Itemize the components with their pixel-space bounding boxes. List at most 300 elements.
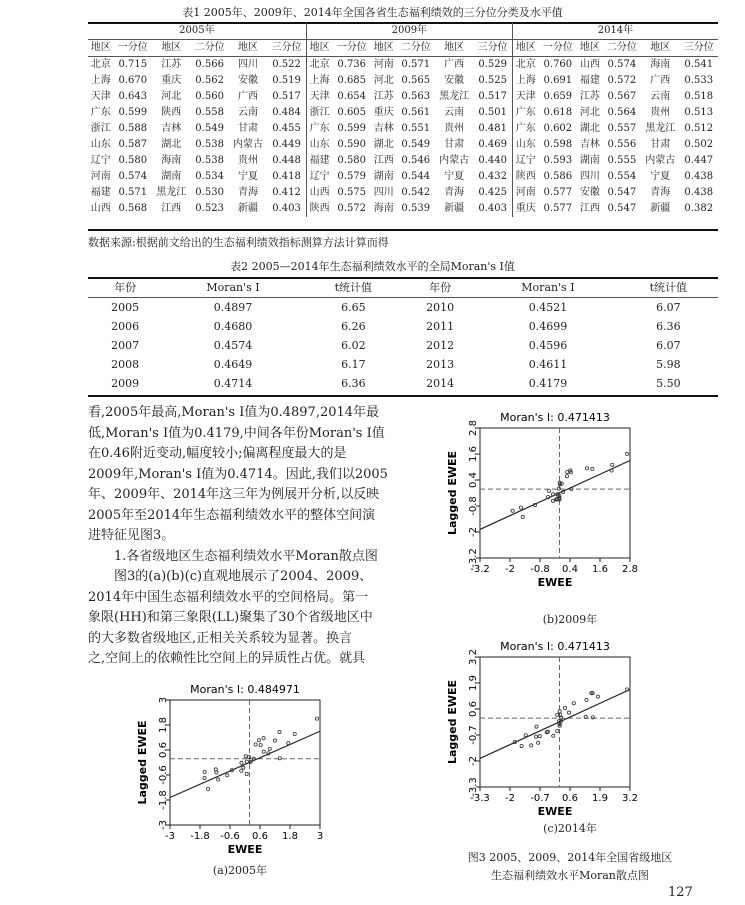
table-cell: 吉林 xyxy=(579,139,600,150)
table-cell: 贵州 xyxy=(444,123,465,134)
table-cell: 0.580 xyxy=(118,155,148,166)
table-cell: 0.715 xyxy=(118,59,148,70)
table1-source: 数据来源:根据前文给出的生态福利绩效指标测算方法计算而得 xyxy=(88,236,389,249)
table-cell: 0.574 xyxy=(118,171,148,182)
text-line: 在0.46附近变动,幅度较小;偏离程度最大的是 xyxy=(88,446,347,461)
table-row xyxy=(88,89,718,105)
y-tick-label: 0.6 xyxy=(158,742,169,758)
scatter-point xyxy=(245,772,248,775)
scatter-point xyxy=(257,739,260,742)
table-cell: 上海 xyxy=(512,73,538,89)
y-tick-label: 1.6 xyxy=(468,446,479,462)
y-tick-label: 0.6 xyxy=(468,701,479,717)
year-2009: 2009年 xyxy=(306,23,512,40)
table-cell: 0.412 xyxy=(272,187,301,198)
table-cell: 湖南 xyxy=(579,155,600,166)
scatter-point xyxy=(538,735,541,738)
moran-scatter-2014 xyxy=(440,632,650,832)
moran-scatter-2005 xyxy=(120,680,335,860)
table-cell: 贵州 xyxy=(238,155,259,166)
text-line: 图3的(a)(b)(c)直观地展示了2004、2009、 xyxy=(114,569,373,584)
table-cell: 0.541 xyxy=(684,59,714,70)
table-cell: 0.670 xyxy=(118,75,148,86)
plot-frame xyxy=(480,428,630,558)
table-cell: 0.517 xyxy=(272,91,301,102)
table-cell: 0.4699 xyxy=(528,320,568,333)
table-cell: 0.572 xyxy=(337,203,367,214)
table-cell: 陕西 xyxy=(306,201,332,217)
table-cell: 0.579 xyxy=(337,171,367,182)
table-cell: 新疆 xyxy=(444,203,465,214)
table-cell: 0.588 xyxy=(118,123,148,134)
y-tick-label: -2 xyxy=(468,756,479,766)
x-tick-label: 0.6 xyxy=(562,793,578,804)
table-cell: 2006 xyxy=(111,320,140,333)
table-cell: 0.577 xyxy=(543,203,573,214)
table-cell: 0.554 xyxy=(607,171,637,182)
table1-caption: 表1 2005年、2009年、2014年全国各省生态福利绩效的三分位分类及水平值 xyxy=(182,6,563,19)
y-tick-label: 3 xyxy=(158,696,169,704)
plot-frame xyxy=(170,700,320,825)
table-cell: 0.513 xyxy=(684,107,714,118)
table-cell: 0.691 xyxy=(543,75,573,86)
table-cell: 安徽 xyxy=(238,75,259,86)
figure-caption-c: (c)2014年 xyxy=(543,822,597,835)
scatter-point xyxy=(563,706,566,709)
table-cell: 2009 xyxy=(111,377,140,390)
plot-frame xyxy=(480,657,630,787)
table1-col-header: 二分位 xyxy=(606,42,637,53)
scatter-point xyxy=(203,776,206,779)
table-cell: 0.501 xyxy=(478,107,507,118)
table-row xyxy=(88,201,718,217)
table-cell: 黑龙江 xyxy=(645,123,676,134)
table-cell: 吉林 xyxy=(161,123,182,134)
table-cell: 0.432 xyxy=(478,171,507,182)
table-cell: 山西 xyxy=(579,59,600,70)
table-cell: 0.517 xyxy=(478,91,507,102)
table-cell: 0.519 xyxy=(272,75,301,86)
text-line: 的大多数省级地区,正相关关系较为显著。换言 xyxy=(88,630,353,646)
table-cell: 江西 xyxy=(579,203,600,214)
y-axis-label: Lagged EWEE xyxy=(136,720,149,805)
moran-scatter-2009 xyxy=(440,408,650,608)
table-cell: 0.760 xyxy=(543,59,573,70)
table-cell: 0.659 xyxy=(543,91,573,102)
table-cell: 0.4521 xyxy=(528,301,568,314)
table2-caption: 表2 2005—2014年生态福利绩效水平的全局Moran's I值 xyxy=(230,260,515,273)
table-cell: 福建 xyxy=(306,153,332,169)
table-cell: 2013 xyxy=(426,358,455,371)
table-cell: 上海 xyxy=(306,73,332,89)
page-number: 127 xyxy=(668,885,693,900)
scatter-point xyxy=(278,757,281,760)
scatter-point xyxy=(520,744,523,747)
scatter-point xyxy=(585,467,588,470)
table-cell: 6.07 xyxy=(656,301,681,314)
table-cell: 山西 xyxy=(306,185,332,201)
table-cell: 0.525 xyxy=(478,75,507,86)
y-axis-label: Lagged EWEE xyxy=(446,450,459,536)
table-cell: 湖南 xyxy=(373,171,394,182)
table-cell: 江苏 xyxy=(373,91,394,102)
y-tick-label: -3.3 xyxy=(468,777,479,797)
table-cell: 0.481 xyxy=(478,123,507,134)
x-tick-label: -3.2 xyxy=(470,564,490,575)
scatter-point xyxy=(268,747,271,750)
table-cell: 0.563 xyxy=(401,91,431,102)
scatter-point xyxy=(293,732,296,735)
table-cell: 0.605 xyxy=(337,107,367,118)
x-tick-label: 3.2 xyxy=(622,793,638,804)
table-row xyxy=(88,336,718,355)
table-cell: 甘肃 xyxy=(238,123,259,134)
table2-col-header: Moran's I xyxy=(206,281,260,294)
table-cell: 陕西 xyxy=(512,169,538,185)
plot-title: Moran's I: 0.471413 xyxy=(500,640,610,653)
table-cell: 0.533 xyxy=(684,75,714,86)
table-cell: 黑龙江 xyxy=(156,187,187,198)
y-tick-label: -3.2 xyxy=(468,548,479,568)
regression-line xyxy=(480,461,630,530)
figure3-caption-line1: 图3 2005、2009、2014年全国省级地区 xyxy=(467,851,673,864)
table-cell: 0.568 xyxy=(118,203,148,214)
table-cell: 辽宁 xyxy=(306,169,332,185)
scatter-point xyxy=(572,702,575,705)
table-cell: 2010 xyxy=(426,301,455,314)
table-cell: 6.07 xyxy=(656,339,681,352)
scatter-point xyxy=(556,729,559,732)
table-cell: 内蒙古 xyxy=(439,155,470,166)
scatter-point xyxy=(596,695,599,698)
table-cell: 广东 xyxy=(90,107,111,118)
table-cell: 广西 xyxy=(444,59,465,70)
y-tick-label: -0.8 xyxy=(468,496,479,516)
table-cell: 山东 xyxy=(512,137,538,153)
table1-col-header: 地区 xyxy=(579,42,600,53)
y-tick-label: 3.2 xyxy=(468,649,479,665)
table1-col-header: 二分位 xyxy=(194,42,225,53)
table2-col-header: Moran's I xyxy=(521,281,575,294)
scatter-point xyxy=(262,737,265,740)
table-row xyxy=(88,121,718,137)
text-line: 看,2005年最高,Moran's I值为0.4897,2014年最 xyxy=(88,405,380,420)
table-cell: 河北 xyxy=(373,75,394,86)
table1-col-header: 地区 xyxy=(373,42,394,53)
text-line: 2009年,Moran's I值为0.4714。因此,我们以2005 xyxy=(88,466,388,482)
scatter-point xyxy=(552,734,555,737)
regression-line xyxy=(170,731,320,797)
table-cell: 0.447 xyxy=(684,155,714,166)
plot-title: Moran's I: 0.484971 xyxy=(190,683,300,696)
table-cell: 0.518 xyxy=(684,91,714,102)
table-cell: 辽宁 xyxy=(512,153,538,169)
scatter-point xyxy=(511,509,514,512)
scatter-point xyxy=(611,463,614,466)
table1-col-header: 地区 xyxy=(444,42,465,53)
table-cell: 湖北 xyxy=(373,139,394,150)
table-cell: 贵州 xyxy=(650,107,671,118)
x-tick-label: -3.3 xyxy=(470,793,490,804)
table-cell: 0.438 xyxy=(684,171,714,182)
table-cell: 6.36 xyxy=(341,377,366,390)
scatter-point xyxy=(534,735,537,738)
x-tick-label: -0.8 xyxy=(530,564,550,575)
table-cell: 0.4897 xyxy=(213,301,253,314)
scatter-point xyxy=(242,766,245,769)
table-cell: 0.590 xyxy=(337,139,367,150)
table-cell: 广东 xyxy=(512,105,538,121)
table-cell: 宁夏 xyxy=(238,171,259,182)
table-cell: 山西 xyxy=(90,203,111,214)
y-tick-label: -1.8 xyxy=(158,790,169,810)
table-row xyxy=(88,374,718,393)
y-tick-label: -0.7 xyxy=(468,725,479,745)
table-cell: 宁夏 xyxy=(444,171,465,182)
table-cell: 0.440 xyxy=(478,155,507,166)
table1-col-header: 地区 xyxy=(306,40,332,57)
y-axis-label: Lagged EWEE xyxy=(446,679,459,765)
table2-header-row xyxy=(88,278,718,298)
scatter-point xyxy=(566,471,569,474)
table-row xyxy=(88,57,718,74)
table1-col-header: 地区 xyxy=(161,42,182,53)
table1-col-header: 地区 xyxy=(512,40,538,57)
table-cell: 0.555 xyxy=(607,155,637,166)
table-cell: 黑龙江 xyxy=(439,91,470,102)
table-cell: 湖北 xyxy=(579,123,600,134)
table-cell: 0.502 xyxy=(684,139,714,150)
table-cell: 0.586 xyxy=(543,171,573,182)
table-cell: 重庆 xyxy=(161,75,182,86)
table-cell: 山东 xyxy=(306,137,332,153)
text-line: 进特征见图3。 xyxy=(88,528,175,543)
scatter-point xyxy=(315,717,318,720)
table-cell: 0.571 xyxy=(401,59,431,70)
table-cell: 0.544 xyxy=(401,171,431,182)
x-tick-label: 3 xyxy=(316,831,324,842)
x-tick-label: 0.4 xyxy=(562,564,578,575)
table-cell: 江苏 xyxy=(579,91,600,102)
scatter-point xyxy=(254,743,257,746)
table-cell: 新疆 xyxy=(650,203,671,214)
scatter-point xyxy=(278,730,281,733)
scatter-point xyxy=(245,760,248,763)
x-tick-label: 1.6 xyxy=(592,564,608,575)
table-cell: 0.534 xyxy=(195,171,224,182)
y-tick-label: 2.8 xyxy=(468,420,479,436)
table-cell: 0.382 xyxy=(684,203,714,214)
table1-col-header: 二分位 xyxy=(400,42,431,53)
table-cell: 0.618 xyxy=(543,107,573,118)
scatter-point xyxy=(240,769,243,772)
table-cell: 0.577 xyxy=(543,187,573,198)
table-cell: 0.425 xyxy=(478,187,507,198)
table-cell: 青海 xyxy=(650,187,671,198)
table-cell: 广西 xyxy=(650,75,671,86)
table-cell: 0.547 xyxy=(607,203,637,214)
table-cell: 6.36 xyxy=(656,320,681,333)
x-tick-label: -0.6 xyxy=(220,831,240,842)
y-tick-label: 0.4 xyxy=(468,472,479,488)
table-cell: 0.455 xyxy=(272,123,301,134)
table-row xyxy=(88,73,718,89)
table-cell: 0.567 xyxy=(607,91,637,102)
table-cell: 0.438 xyxy=(684,187,714,198)
year-2014: 2014年 xyxy=(512,23,718,40)
table-cell: 0.736 xyxy=(337,59,367,70)
table-cell: 0.571 xyxy=(118,187,148,198)
table2-col-header: t统计值 xyxy=(334,281,373,294)
table-cell: 0.643 xyxy=(118,91,148,102)
table-cell: 2005 xyxy=(111,301,140,314)
table-cell: 广东 xyxy=(512,121,538,137)
table-cell: 河南 xyxy=(90,171,111,182)
table-cell: 6.65 xyxy=(341,301,366,314)
table-cell: 0.575 xyxy=(337,187,367,198)
table-cell: 0.530 xyxy=(195,187,224,198)
section-heading: 1.各省级地区生态福利绩效水平Moran散点图 xyxy=(114,548,378,564)
table-cell: 0.546 xyxy=(401,155,431,166)
table-cell: 0.4611 xyxy=(528,358,568,371)
table-cell: 0.403 xyxy=(272,203,301,214)
table-cell: 安徽 xyxy=(444,75,465,86)
table1-col-header: 地区 xyxy=(90,42,111,53)
table-cell: 0.556 xyxy=(607,139,637,150)
x-tick-label: -1.8 xyxy=(190,831,210,842)
table-cell: 0.4596 xyxy=(528,339,568,352)
scatter-point xyxy=(547,489,550,492)
table-cell: 云南 xyxy=(238,107,259,118)
scatter-point xyxy=(530,744,533,747)
table-cell: 0.542 xyxy=(401,187,431,198)
table-cell: 重庆 xyxy=(512,201,538,217)
table-cell: 内蒙古 xyxy=(233,139,264,150)
scatter-point xyxy=(244,755,247,758)
table-cell: 0.572 xyxy=(607,75,637,86)
table2-col-header: 年份 xyxy=(429,281,452,294)
scatter-point xyxy=(524,734,527,737)
figure3-caption-line2: 生态福利绩效水平Moran散点图 xyxy=(491,869,649,882)
table-row xyxy=(88,105,718,121)
table-cell: 0.549 xyxy=(401,139,431,150)
table-cell: 0.539 xyxy=(401,203,431,214)
x-axis-label: EWEE xyxy=(537,805,573,818)
table1-col-header: 地区 xyxy=(238,42,259,53)
x-tick-label: -2 xyxy=(505,793,515,804)
y-tick-label: -2 xyxy=(468,527,479,537)
table-cell: 甘肃 xyxy=(444,139,465,150)
table2-col-header: 年份 xyxy=(114,281,137,294)
table-cell: 0.599 xyxy=(118,107,148,118)
table-cell: 0.4649 xyxy=(213,358,253,371)
body-paragraph-1 xyxy=(88,403,388,670)
scatter-point xyxy=(287,742,290,745)
table-row xyxy=(88,169,718,185)
y-tick-label: 1.8 xyxy=(158,717,169,733)
text-line: 年、2009年、2014年这三年为例展开分析,以反映 xyxy=(88,487,380,502)
table1-col-header: 一分位 xyxy=(117,42,148,53)
table-cell: 上海 xyxy=(90,75,111,86)
table1-col-header: 地区 xyxy=(650,42,671,53)
scatter-point xyxy=(203,770,206,773)
table-cell: 0.551 xyxy=(401,123,431,134)
table-cell: 云南 xyxy=(650,91,671,102)
scatter-point xyxy=(585,698,588,701)
x-tick-label: 0.6 xyxy=(252,831,268,842)
table-cell: 2012 xyxy=(426,339,455,352)
table-cell: 河北 xyxy=(579,107,600,118)
scatter-point xyxy=(625,452,628,455)
scatter-point xyxy=(240,761,243,764)
table2-col-header: t统计值 xyxy=(649,281,688,294)
table-cell: 0.538 xyxy=(195,155,224,166)
table-cell: 0.557 xyxy=(607,123,637,134)
scatter-point xyxy=(565,475,568,478)
regression-line xyxy=(480,690,630,759)
table-cell: 北京 xyxy=(306,57,332,74)
table1-col-header: 一分位 xyxy=(542,42,573,53)
table-cell: 内蒙古 xyxy=(645,155,676,166)
table-cell: 北京 xyxy=(512,57,538,74)
plot-title: Moran's I: 0.471413 xyxy=(500,411,610,424)
table-row xyxy=(88,153,718,169)
scatter-point xyxy=(551,499,554,502)
table-cell: 辽宁 xyxy=(90,155,111,166)
scatter-point xyxy=(259,744,262,747)
x-axis-label: EWEE xyxy=(537,576,573,589)
scatter-point xyxy=(273,739,276,742)
table-row xyxy=(88,317,718,336)
table-cell: 0.599 xyxy=(337,123,367,134)
table-cell: 江西 xyxy=(373,155,394,166)
table-row xyxy=(88,185,718,201)
table1-year-row xyxy=(88,23,718,40)
table-cell: 宁夏 xyxy=(650,171,671,182)
x-tick-label: 1.8 xyxy=(282,831,298,842)
table-cell: 河北 xyxy=(161,91,182,102)
y-tick-label: -3 xyxy=(158,820,169,830)
figure-caption-b: (b)2009年 xyxy=(542,613,598,626)
scatter-point xyxy=(226,774,229,777)
table-cell: 广西 xyxy=(238,91,259,102)
table-cell: 天津 xyxy=(90,91,111,102)
table-cell: 0.561 xyxy=(401,107,431,118)
table-cell: 北京 xyxy=(90,59,111,70)
text-line: 低,Moran's I值为0.4179,中间各年份Moran's I值 xyxy=(88,425,385,441)
x-axis-label: EWEE xyxy=(227,843,263,856)
y-tick-label: 1.9 xyxy=(468,675,479,691)
table1-col-header: 三分位 xyxy=(683,42,714,53)
table-cell: 0.529 xyxy=(478,59,507,70)
table-cell: 6.26 xyxy=(341,320,366,333)
table-cell: 0.587 xyxy=(118,139,148,150)
year-2005: 2005年 xyxy=(88,23,306,40)
scatter-point xyxy=(519,506,522,509)
table-cell: 0.598 xyxy=(543,139,573,150)
table-cell: 陕西 xyxy=(161,107,182,118)
scatter-point xyxy=(567,711,570,714)
table-cell: 0.549 xyxy=(195,123,224,134)
table-cell: 新疆 xyxy=(238,203,259,214)
table-cell: 四川 xyxy=(579,171,600,182)
table-cell: 0.418 xyxy=(272,171,301,182)
table-cell: 0.512 xyxy=(684,123,714,134)
table-cell: 山东 xyxy=(90,139,111,150)
y-tick-label: -0.6 xyxy=(158,765,169,785)
table-cell: 0.654 xyxy=(337,91,367,102)
table1-col-header: 一分位 xyxy=(336,42,367,53)
